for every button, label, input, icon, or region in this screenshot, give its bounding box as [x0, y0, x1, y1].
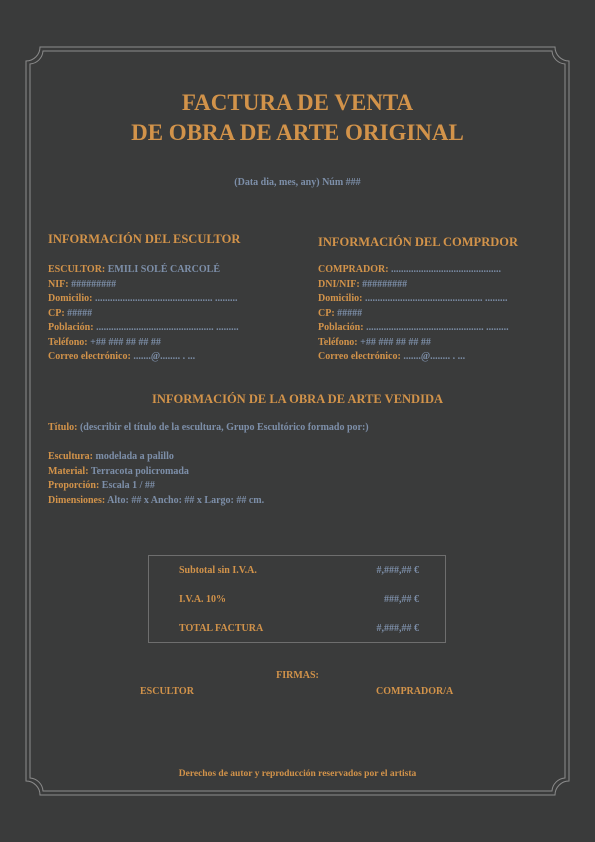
field-label: Domicilio:: [318, 293, 363, 304]
field-value: #####: [334, 307, 363, 319]
artwork-heading: INFORMACIÓN DE LA OBRA DE ARTE VENDIDA: [151, 392, 444, 406]
artwork-title-row: [48, 421, 369, 436]
field-value: ............................................: [388, 264, 502, 275]
field-value: EMILI SOLÉ CARCOLÉ: [105, 264, 220, 275]
field-label: COMPRADOR:: [318, 264, 389, 275]
field-label: ESCULTOR:: [48, 264, 106, 275]
field-label: Correo electrónico:: [318, 351, 401, 362]
sculptor-nif-row: [48, 278, 239, 293]
artwork-material-row: [48, 465, 264, 480]
buyer-name-row: [318, 263, 509, 278]
field-value: #########: [359, 278, 408, 290]
invoice-date-number: (Data dia, mes, any) Núm ###: [234, 177, 361, 188]
field-value: +## ### ## ## ##: [357, 336, 431, 348]
field-label: NIF:: [48, 278, 69, 290]
signature-buyer-label: COMPRADOR/A: [376, 686, 454, 697]
signatures-heading: FIRMAS:: [276, 670, 319, 681]
field-value: #####: [64, 307, 93, 319]
field-value: .......@........ . ...: [400, 351, 466, 362]
sculptor-email-row: [48, 350, 239, 365]
field-value: +## ### ## ## ##: [87, 336, 161, 348]
subtotal-value: #,###,## €: [376, 565, 419, 576]
field-label: Material:: [48, 465, 89, 477]
field-label: CP:: [318, 307, 335, 319]
field-label: Domicilio:: [48, 293, 93, 304]
field-value: ............................................... .........: [92, 293, 238, 304]
artwork-scale-row: [48, 479, 264, 494]
buyer-nif-row: [318, 278, 509, 293]
field-label: CP:: [48, 307, 65, 319]
field-value: ............................................... .........: [362, 293, 508, 304]
subtotal-row: [179, 565, 419, 576]
copyright-notice: Derechos de autor y reproducción reservados por el artista: [178, 769, 417, 779]
field-value: ............................................... .........: [363, 322, 509, 333]
field-value: Terracota policromada: [88, 465, 189, 477]
field-label: Título:: [48, 422, 78, 433]
sculptor-info-block: [48, 263, 239, 365]
buyer-info-block: [318, 263, 509, 365]
sculptor-phone-row: [48, 336, 239, 351]
field-label: Población:: [48, 322, 94, 333]
iva-row: [179, 594, 419, 605]
field-value: .......@........ . ...: [130, 351, 196, 362]
sculptor-name-row: [48, 263, 239, 278]
document-title-line2: DE OBRA DE ARTE ORIGINAL: [131, 120, 464, 145]
field-label: Población:: [318, 322, 364, 333]
artwork-details-block: [48, 450, 264, 508]
subtotal-label: Subtotal sin I.V.A.: [179, 565, 257, 576]
field-value: #########: [68, 278, 117, 290]
field-value: Alto: ## x Ancho: ## x Largo: ## cm.: [105, 494, 265, 506]
field-label: Correo electrónico:: [48, 351, 131, 362]
field-label: Teléfono:: [48, 336, 88, 348]
total-value: #,###,## €: [376, 623, 419, 634]
buyer-phone-row: [318, 336, 509, 351]
field-value: (describir el título de la escultura, Grupo Escultórico formado por:): [77, 422, 369, 433]
sculptor-city-row: [48, 321, 239, 336]
sculptor-cp-row: [48, 307, 239, 322]
artwork-technique-row: [48, 450, 264, 465]
field-value: ............................................... .........: [93, 322, 239, 333]
buyer-cp-row: [318, 307, 509, 322]
buyer-email-row: [318, 350, 509, 365]
field-label: Dimensiones:: [48, 494, 106, 506]
document-title-line1: FACTURA DE VENTA: [181, 90, 414, 115]
total-label: TOTAL FACTURA: [179, 623, 264, 634]
field-label: DNI/NIF:: [318, 278, 360, 290]
iva-label: I.V.A. 10%: [179, 594, 227, 605]
iva-value: ###,## €: [384, 594, 419, 605]
artwork-dimensions-row: [48, 494, 264, 509]
signature-sculptor-label: ESCULTOR: [140, 686, 194, 697]
field-value: modelada a palillo: [93, 451, 174, 462]
buyer-address-row: [318, 292, 509, 307]
field-value: Escala 1 / ##: [99, 480, 155, 491]
sculptor-address-row: [48, 292, 239, 307]
field-label: Proporción:: [48, 480, 100, 491]
field-label: Teléfono:: [318, 336, 358, 348]
total-row: [179, 623, 419, 634]
buyer-heading: INFORMACIÓN DEL COMPRDOR: [318, 235, 518, 249]
buyer-city-row: [318, 321, 509, 336]
totals-box: [148, 555, 446, 643]
field-label: Escultura:: [48, 451, 93, 462]
sculptor-heading: INFORMACIÓN DEL ESCULTOR: [48, 232, 241, 246]
